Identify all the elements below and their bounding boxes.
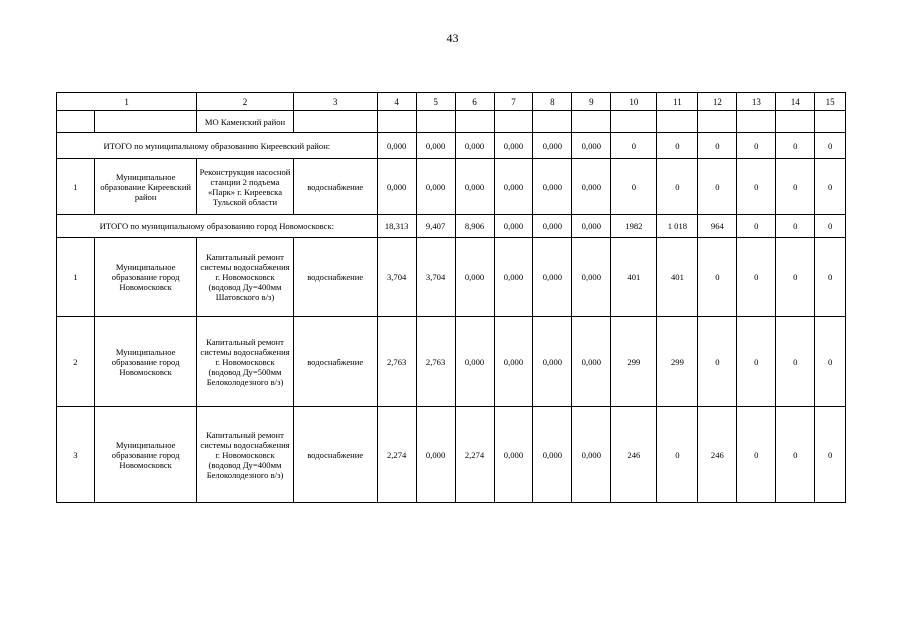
column-header: 9 [572,93,611,111]
value-cell: 0,000 [494,317,533,407]
value-cell: 0 [611,133,657,159]
value-cell: 964 [698,215,737,238]
value-cell: 0 [657,159,698,215]
object-cell: Капитальный ремонт системы водоснабжения г. Новомосковск (водовод Ду=400мм Белоколодезного в/з) [197,407,293,503]
value-cell: 0 [737,215,776,238]
object-cell: Капитальный ремонт системы водоснабжения г. Новомосковск (водовод Ду=500мм Белоколодезного в/з) [197,317,293,407]
table-cell [377,111,416,133]
value-cell: 0,000 [455,238,494,317]
value-cell: 0 [737,317,776,407]
value-cell: 0 [815,317,846,407]
value-cell: 0 [698,238,737,317]
column-header: 13 [737,93,776,111]
column-header: 15 [815,93,846,111]
section-label: МО Каменский район [197,111,293,133]
value-cell: 0,000 [377,133,416,159]
value-cell: 0,000 [494,215,533,238]
value-cell: 299 [611,317,657,407]
table-cell [416,111,455,133]
column-header: 6 [455,93,494,111]
value-cell: 0 [698,317,737,407]
value-cell: 0,000 [533,407,572,503]
value-cell: 0 [737,407,776,503]
value-cell: 0 [815,215,846,238]
table-cell [455,111,494,133]
table-cell [737,111,776,133]
value-cell: 0 [776,215,815,238]
column-header: 1 [57,93,197,111]
value-cell: 0 [657,133,698,159]
row-number: 2 [57,317,95,407]
value-cell: 3,704 [377,238,416,317]
value-cell: 0,000 [572,133,611,159]
value-cell: 0,000 [494,133,533,159]
table-row [57,407,846,503]
type-cell: водоснабжение [293,238,377,317]
value-cell: 0 [815,238,846,317]
table-cell [698,111,737,133]
municipality-cell: Муниципальное образование город Новомосковск [94,317,196,407]
value-cell: 2,274 [377,407,416,503]
value-cell: 0,000 [494,238,533,317]
value-cell: 9,407 [416,215,455,238]
table-cell [572,111,611,133]
municipality-cell: Муниципальное образование город Новомосковск [94,238,196,317]
value-cell: 0,000 [416,133,455,159]
table-row [57,111,846,133]
column-header: 8 [533,93,572,111]
value-cell: 2,274 [455,407,494,503]
column-header: 14 [776,93,815,111]
value-cell: 0,000 [494,159,533,215]
table-cell [494,111,533,133]
value-cell: 0 [776,407,815,503]
value-cell: 401 [657,238,698,317]
value-cell: 8,906 [455,215,494,238]
value-cell: 0 [776,159,815,215]
value-cell: 0,000 [416,407,455,503]
value-cell: 0,000 [572,215,611,238]
value-cell: 0,000 [572,238,611,317]
table-cell [611,111,657,133]
value-cell: 0 [776,133,815,159]
value-cell: 0 [776,238,815,317]
value-cell: 18,313 [377,215,416,238]
column-header: 10 [611,93,657,111]
value-cell: 0,000 [572,317,611,407]
header-row [57,93,846,111]
value-cell: 0 [737,133,776,159]
table-cell [533,111,572,133]
value-cell: 401 [611,238,657,317]
value-cell: 0,000 [455,133,494,159]
table-cell [815,111,846,133]
column-header: 12 [698,93,737,111]
value-cell: 0 [698,159,737,215]
value-cell: 0,000 [494,407,533,503]
value-cell: 0,000 [572,407,611,503]
type-cell: водоснабжение [293,159,377,215]
row-number: 3 [57,407,95,503]
table-row [57,317,846,407]
column-header: 7 [494,93,533,111]
value-cell: 0,000 [533,317,572,407]
value-cell: 3,704 [416,238,455,317]
value-cell: 0 [737,159,776,215]
column-header: 11 [657,93,698,111]
value-cell: 0,000 [533,238,572,317]
table-cell [94,111,196,133]
object-cell: Капитальный ремонт системы водоснабжения г. Новомосковск (водовод Ду=400мм Шатовского в/з) [197,238,293,317]
row-number: 1 [57,238,95,317]
table-row [57,238,846,317]
value-cell: 0 [815,159,846,215]
table-row [57,159,846,215]
value-cell: 0 [657,407,698,503]
value-cell: 0,000 [533,215,572,238]
value-cell: 0,000 [533,133,572,159]
total-label: ИТОГО по муниципальному образованию Киреевский район: [57,133,378,159]
object-cell: Реконструкция насосной станции 2 подъема «Парк» г. Киреевска Тульской области [197,159,293,215]
table-cell [657,111,698,133]
value-cell: 246 [698,407,737,503]
page-number: 43 [446,31,459,45]
total-label: ИТОГО по муниципальному образованию город Новомосковск: [57,215,378,238]
value-cell: 0 [815,407,846,503]
value-cell: 0 [776,317,815,407]
data-table [56,92,846,503]
value-cell: 2,763 [377,317,416,407]
value-cell: 0 [815,133,846,159]
value-cell: 299 [657,317,698,407]
table-cell [57,111,95,133]
value-cell: 0 [611,159,657,215]
table-cell [776,111,815,133]
value-cell: 246 [611,407,657,503]
type-cell: водоснабжение [293,407,377,503]
value-cell: 0 [737,238,776,317]
value-cell: 0,000 [455,159,494,215]
value-cell: 0,000 [455,317,494,407]
row-number: 1 [57,159,95,215]
column-header: 5 [416,93,455,111]
municipality-cell: Муниципальное образование Киреевский район [94,159,196,215]
column-header: 3 [293,93,377,111]
table-cell [293,111,377,133]
value-cell: 2,763 [416,317,455,407]
column-header: 4 [377,93,416,111]
value-cell: 0,000 [572,159,611,215]
value-cell: 1 018 [657,215,698,238]
type-cell: водоснабжение [293,317,377,407]
value-cell: 0 [698,133,737,159]
table-row [57,133,846,159]
value-cell: 0,000 [377,159,416,215]
value-cell: 1982 [611,215,657,238]
column-header: 2 [197,93,293,111]
value-cell: 0,000 [533,159,572,215]
value-cell: 0,000 [416,159,455,215]
table-row [57,215,846,238]
municipality-cell: Муниципальное образование город Новомосковск [94,407,196,503]
